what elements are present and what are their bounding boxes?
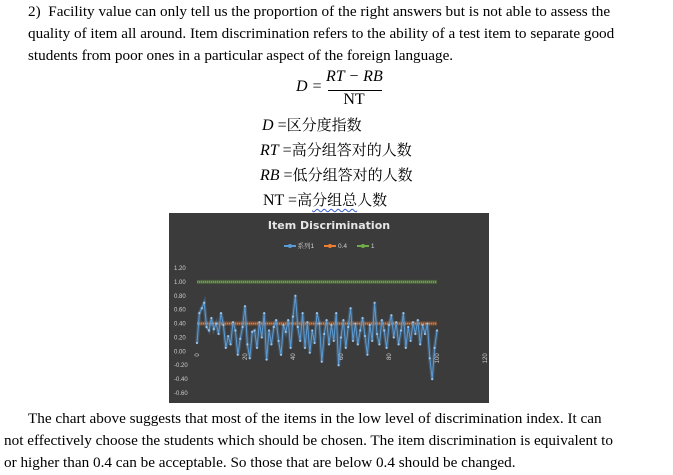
- y-tick-label: 0.80: [174, 293, 186, 300]
- data-point: [374, 302, 376, 304]
- data-point: [345, 347, 347, 349]
- definition-equals: =: [284, 192, 298, 209]
- definition-text-part: 高: [297, 191, 313, 209]
- paragraph-conclusion: [4, 408, 658, 474]
- formula-numerator: RT − RB: [326, 68, 383, 85]
- data-point: [213, 328, 215, 330]
- legend-label: 1: [370, 243, 375, 250]
- paragraph-line: not effectively choose the students which should be chosen. The item discrimination is equivalent to: [4, 432, 613, 449]
- data-point: [201, 307, 203, 309]
- data-point: [299, 340, 301, 342]
- data-point: [350, 307, 352, 309]
- data-point: [402, 312, 404, 314]
- data-point: [290, 347, 292, 349]
- data-point: [254, 329, 256, 331]
- data-point: [340, 336, 342, 338]
- data-point: [323, 333, 325, 335]
- data-point: [326, 319, 328, 321]
- data-point: [232, 321, 234, 323]
- paragraph-line: students from poor ones in a particular aspect of the foreign language.: [28, 47, 454, 64]
- definition-equals: =: [279, 167, 293, 184]
- data-point: [352, 340, 354, 342]
- data-point: [395, 321, 397, 323]
- data-point: [196, 342, 198, 344]
- definition-rb: [260, 164, 413, 185]
- data-point: [234, 329, 236, 331]
- paragraph-facility-value: [28, 1, 668, 67]
- data-point: [318, 322, 320, 324]
- data-point: [426, 322, 428, 324]
- data-point: [333, 340, 335, 342]
- data-point: [215, 322, 217, 324]
- y-tick-label: 1.00: [174, 279, 186, 286]
- definition-text: 区分度指数: [286, 116, 362, 134]
- data-point: [400, 329, 402, 331]
- x-tick-label: 20: [243, 353, 249, 361]
- data-point: [225, 347, 227, 349]
- data-point: [304, 347, 306, 349]
- data-point: [316, 312, 318, 314]
- data-point: [309, 352, 311, 354]
- data-point: [414, 333, 416, 335]
- data-point: [203, 302, 205, 304]
- data-point: [302, 312, 304, 314]
- data-point: [342, 319, 344, 321]
- x-tick-label: 80: [387, 353, 393, 361]
- data-point: [390, 314, 392, 316]
- data-point: [287, 319, 289, 321]
- y-tick-label: 1.20: [174, 266, 186, 272]
- item-discrimination-chart: [169, 213, 489, 403]
- data-point: [388, 324, 390, 326]
- data-point: [297, 326, 299, 328]
- definition-equals: =: [278, 142, 292, 159]
- paragraph-line: or higher than 0.4 can be acceptable. So those that are below 0.4 should be changed.: [4, 454, 516, 471]
- data-point: [371, 340, 373, 342]
- definition-text-part: 人数: [357, 191, 388, 209]
- data-point: [268, 329, 270, 331]
- series-line-glow: [197, 296, 437, 379]
- paragraph-line: 2) Facility value can only tell us the proportion of the right answers but is not able to assess the: [28, 3, 611, 20]
- definition-nt: [263, 189, 387, 210]
- y-tick-label: 0.20: [174, 335, 186, 342]
- data-point: [369, 324, 371, 326]
- y-tick-label: 0.40: [174, 321, 186, 328]
- data-point: [393, 336, 395, 338]
- x-tick-label: 40: [291, 353, 297, 361]
- data-point: [275, 319, 277, 321]
- data-point: [378, 343, 380, 345]
- definition-symbol: D: [262, 117, 274, 134]
- data-point: [314, 342, 316, 344]
- data-point: [330, 324, 332, 326]
- definition-equals: =: [273, 117, 287, 134]
- y-tick-label: 0.60: [174, 307, 186, 314]
- data-point: [270, 343, 272, 345]
- y-tick-label: -0.40: [174, 377, 188, 384]
- x-tick-label: 120: [483, 353, 489, 364]
- data-point: [410, 340, 412, 342]
- data-point: [381, 319, 383, 321]
- data-point: [282, 324, 284, 326]
- data-point: [242, 326, 244, 328]
- paragraph-line: The chart above suggests that most of the items in the low level of discrimination index. It can: [28, 410, 602, 427]
- data-point: [347, 326, 349, 328]
- data-point: [244, 305, 246, 307]
- data-point: [227, 335, 229, 337]
- data-point: [376, 333, 378, 335]
- data-point: [249, 357, 251, 359]
- data-point: [417, 319, 419, 321]
- data-point: [285, 331, 287, 333]
- data-point: [273, 326, 275, 328]
- x-tick-label: 100: [435, 353, 441, 364]
- definition-d: [262, 114, 362, 135]
- y-tick-label: -0.60: [174, 391, 188, 397]
- data-point: [294, 295, 296, 297]
- data-point: [405, 347, 407, 349]
- definition-text: 低分组答对的人数: [292, 166, 413, 184]
- spellcheck-underlined-text: 分组总: [312, 191, 358, 209]
- data-point: [434, 347, 436, 349]
- data-point: [230, 343, 232, 345]
- data-point: [263, 312, 265, 314]
- definition-symbol: NT: [263, 192, 285, 209]
- data-point: [261, 336, 263, 338]
- x-tick-label: 0: [195, 353, 201, 357]
- y-tick-label: -0.20: [174, 363, 188, 370]
- data-point: [407, 326, 409, 328]
- data-point: [398, 343, 400, 345]
- data-point: [220, 312, 222, 314]
- data-point: [198, 312, 200, 314]
- data-point: [251, 331, 253, 333]
- data-point: [208, 329, 210, 331]
- formula-denominator: NT: [343, 91, 365, 108]
- data-point: [256, 347, 258, 349]
- definition-rt: [260, 139, 412, 160]
- plot-area: [169, 213, 489, 403]
- legend-label: 0.4: [337, 243, 348, 250]
- data-point: [364, 335, 366, 337]
- data-point: [386, 347, 388, 349]
- data-point: [239, 338, 241, 340]
- data-point: [246, 343, 248, 345]
- data-point: [357, 343, 359, 345]
- data-point: [328, 343, 330, 345]
- data-point: [237, 354, 239, 356]
- definition-symbol: RB: [260, 167, 280, 184]
- data-point: [431, 378, 433, 380]
- data-point: [338, 364, 340, 366]
- definition-symbol: RT: [260, 142, 279, 159]
- data-point: [278, 340, 280, 342]
- y-tick-label: 0.00: [174, 349, 186, 356]
- data-point: [266, 359, 268, 361]
- definition-text: 高分组答对的人数: [291, 141, 412, 159]
- chart-title: Item Discrimination: [267, 219, 391, 232]
- data-point: [383, 329, 385, 331]
- data-point: [429, 357, 431, 359]
- data-point: [419, 343, 421, 345]
- paragraph-line: quality of item all around. Item discrimination refers to the ability of a test item to separate good: [28, 25, 615, 42]
- legend-label: 系列1: [297, 243, 315, 250]
- data-point: [335, 312, 337, 314]
- data-point: [306, 321, 308, 323]
- data-point: [206, 326, 208, 328]
- data-point: [258, 321, 260, 323]
- data-point: [292, 316, 294, 318]
- data-point: [311, 329, 313, 331]
- data-point: [424, 333, 426, 335]
- x-tick-label: 60: [339, 353, 345, 361]
- data-point: [354, 322, 356, 324]
- data-point: [321, 361, 323, 363]
- data-point: [218, 333, 220, 335]
- data-point: [222, 324, 224, 326]
- definition-text: [297, 191, 387, 209]
- data-point: [280, 354, 282, 356]
- data-point: [412, 321, 414, 323]
- data-point: [210, 317, 212, 319]
- data-point: [359, 329, 361, 331]
- data-point: [436, 329, 438, 331]
- formula-lhs: D =: [296, 78, 323, 95]
- data-point: [422, 324, 424, 326]
- data-point: [362, 317, 364, 319]
- data-point: [366, 354, 368, 356]
